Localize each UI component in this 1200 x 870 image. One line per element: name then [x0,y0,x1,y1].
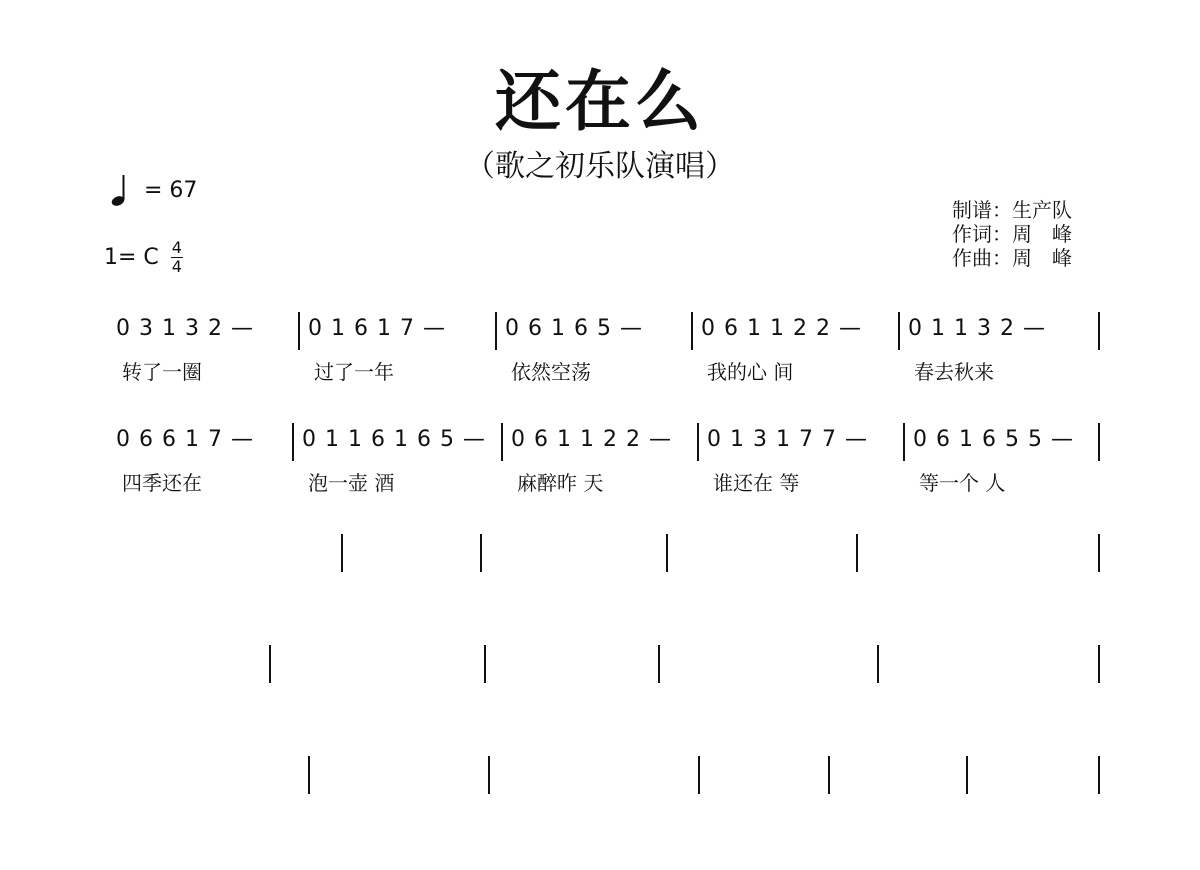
measure-notes: 0 1 6 1 7 — [308,316,446,341]
measure-notes: 0 6 1 1 2 2 — [511,427,672,452]
song-subtitle: （歌之初乐队演唱） [465,149,735,184]
measure-lyric: 我的心 间 [707,360,794,384]
measure [486,639,660,729]
barline [1098,756,1100,794]
key-text: 1= C [104,245,159,270]
credits [952,198,1072,270]
barline [966,756,968,794]
measure [858,528,1100,618]
measure-notes: 0 1 1 3 2 — [908,316,1046,341]
score-system [0,639,1200,759]
measure [879,639,1100,729]
barline [292,423,294,461]
key-signature [104,240,183,275]
barline [298,312,300,350]
measure-lyric: 春去秋来 [914,360,994,384]
measure-lyric: 过了一年 [314,360,394,384]
measure [900,306,1100,396]
barline [666,534,668,572]
measure [968,750,1100,840]
barline [480,534,482,572]
barline [484,645,486,683]
measure [108,639,271,729]
measure-notes: 0 3 1 3 2 — [116,316,254,341]
time-signature: 4 4 [171,238,182,276]
barline [501,423,503,461]
barline [856,534,858,572]
measure [660,639,879,729]
barline [658,645,660,683]
measure-lyric: 依然空荡 [511,360,591,384]
measure [300,306,497,396]
measure [668,528,858,618]
measure [700,750,830,840]
measure [108,306,300,396]
measure [905,417,1100,507]
barline [697,423,699,461]
barline [495,312,497,350]
measure [503,417,699,507]
measure-lyric: 谁还在 等 [713,471,800,495]
measure-lyric: 麻醉昨 天 [517,471,604,495]
barline [1098,534,1100,572]
credit-arranger: 制谱：生产队 [952,198,1072,222]
credit-lyricist: 作词：周 峰 [952,222,1072,246]
measure-notes: 0 1 3 1 7 7 — [707,427,868,452]
measure [271,639,486,729]
barline [1098,312,1100,350]
barline [898,312,900,350]
measure [830,750,968,840]
barline [488,756,490,794]
barline [691,312,693,350]
score-system [0,417,1200,537]
measure [343,528,482,618]
measure [693,306,900,396]
score-system [0,528,1200,648]
measure-notes: 0 6 1 6 5 5 — [913,427,1074,452]
measure-notes: 0 1 1 6 1 6 5 — [302,427,486,452]
measure [497,306,693,396]
barline [1098,423,1100,461]
score-system [0,306,1200,426]
measure [108,750,310,840]
barline [1098,645,1100,683]
tempo-text: = 67 [144,177,198,203]
measure [482,528,668,618]
measure-lyric: 四季还在 [122,471,202,495]
barline [269,645,271,683]
barline [341,534,343,572]
barline [308,756,310,794]
quarter-note-icon [108,172,130,208]
barline [698,756,700,794]
measure-notes: 0 6 1 6 5 — [505,316,643,341]
barline [828,756,830,794]
barline [903,423,905,461]
measure-lyric: 转了一圈 [122,360,202,384]
measure [108,417,294,507]
measure-notes: 0 6 6 1 7 — [116,427,254,452]
credit-composer: 作曲：周 峰 [952,246,1072,270]
measure [108,528,343,618]
measure-lyric: 泡一壶 酒 [308,471,395,495]
score-system [0,750,1200,870]
measure-notes: 0 6 1 1 2 2 — [701,316,862,341]
song-title: 还在么 [495,63,705,140]
tempo-marking [108,172,197,208]
measure [294,417,503,507]
measure [699,417,905,507]
barline [877,645,879,683]
measure [490,750,700,840]
measure-lyric: 等一个 人 [919,471,1006,495]
measure [310,750,490,840]
